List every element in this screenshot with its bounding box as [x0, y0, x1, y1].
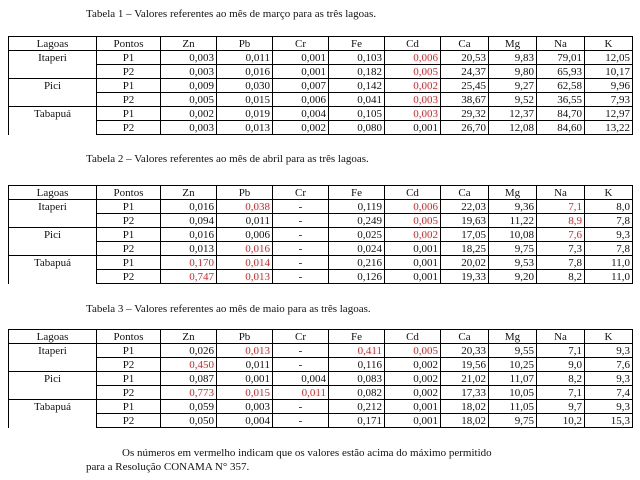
value-cell: 0,080	[329, 121, 385, 135]
value-cell: 0,212	[329, 400, 385, 414]
value-cell: 0,094	[161, 214, 217, 228]
value-cell: 0,450	[161, 358, 217, 372]
value-cell: 0,015	[217, 386, 273, 400]
value-cell: 0,005	[161, 93, 217, 107]
ponto-cell: P1	[97, 372, 161, 386]
ponto-cell: P1	[97, 51, 161, 65]
value-cell: 11,07	[489, 372, 537, 386]
column-header: Mg	[489, 186, 537, 200]
header-row	[9, 186, 633, 200]
value-cell: 0,059	[161, 400, 217, 414]
column-header: Cr	[273, 37, 329, 51]
value-cell: 0,001	[273, 51, 329, 65]
table-2-caption: Tabela 2 – Valores referentes ao mês de abril para as três lagoas.	[86, 153, 369, 165]
column-header: K	[585, 186, 633, 200]
value-cell: 0,009	[161, 79, 217, 93]
table-row	[9, 200, 633, 214]
ponto-cell: P1	[97, 344, 161, 358]
ponto-cell: P2	[97, 386, 161, 400]
value-cell: 0,006	[217, 228, 273, 242]
table-2	[8, 185, 633, 284]
lagoa-cell	[9, 214, 97, 228]
value-cell: 9,27	[489, 79, 537, 93]
column-header: Fe	[329, 37, 385, 51]
column-header: Ca	[441, 186, 489, 200]
table-row	[9, 121, 633, 135]
value-cell: 0,170	[161, 256, 217, 270]
value-cell: 0,014	[217, 256, 273, 270]
value-cell: 11,05	[489, 400, 537, 414]
value-cell: -	[273, 228, 329, 242]
value-cell: 0,006	[385, 200, 441, 214]
column-header: Pontos	[97, 186, 161, 200]
value-cell: 0,002	[385, 79, 441, 93]
value-cell: 0,016	[217, 242, 273, 256]
value-cell: 0,038	[217, 200, 273, 214]
table-row	[9, 386, 633, 400]
value-cell: 0,011	[217, 358, 273, 372]
ponto-cell: P2	[97, 214, 161, 228]
table-row	[9, 400, 633, 414]
value-cell: 0,050	[161, 414, 217, 428]
lagoa-cell: Tabapuá	[9, 400, 97, 414]
lagoa-cell: Itaperi	[9, 51, 97, 65]
value-cell: 0,019	[217, 107, 273, 121]
value-cell: 9,3	[585, 372, 633, 386]
column-header: Zn	[161, 186, 217, 200]
value-cell: 0,003	[161, 51, 217, 65]
value-cell: 0,001	[385, 121, 441, 135]
lagoa-cell: Pici	[9, 79, 97, 93]
ponto-cell: P1	[97, 107, 161, 121]
value-cell: 0,216	[329, 256, 385, 270]
value-cell: 8,2	[537, 372, 585, 386]
column-header: Cd	[385, 186, 441, 200]
lagoa-cell	[9, 242, 97, 256]
value-cell: 0,024	[329, 242, 385, 256]
value-cell: 9,55	[489, 344, 537, 358]
table-row	[9, 358, 633, 372]
value-cell: 84,70	[537, 107, 585, 121]
value-cell: 0,013	[217, 344, 273, 358]
value-cell: 13,22	[585, 121, 633, 135]
value-cell: 0,025	[329, 228, 385, 242]
column-header: Na	[537, 186, 585, 200]
ponto-cell: P2	[97, 358, 161, 372]
value-cell: 0,119	[329, 200, 385, 214]
table-row	[9, 65, 633, 79]
value-cell: -	[273, 344, 329, 358]
value-cell: 18,25	[441, 242, 489, 256]
value-cell: 0,013	[217, 270, 273, 284]
value-cell: 0,013	[217, 121, 273, 135]
value-cell: 0,002	[385, 386, 441, 400]
value-cell: 0,003	[385, 93, 441, 107]
value-cell: -	[273, 242, 329, 256]
value-cell: 0,013	[161, 242, 217, 256]
value-cell: 0,011	[217, 51, 273, 65]
value-cell: 0,171	[329, 414, 385, 428]
column-header: Ca	[441, 330, 489, 344]
value-cell: 0,082	[329, 386, 385, 400]
value-cell: 7,8	[537, 256, 585, 270]
value-cell: 10,05	[489, 386, 537, 400]
value-cell: 0,005	[385, 214, 441, 228]
value-cell: 10,17	[585, 65, 633, 79]
lagoa-cell: Itaperi	[9, 200, 97, 214]
column-header: Cr	[273, 330, 329, 344]
table-row	[9, 51, 633, 65]
value-cell: 0,002	[385, 372, 441, 386]
value-cell: 9,75	[489, 242, 537, 256]
ponto-cell: P2	[97, 270, 161, 284]
value-cell: 20,02	[441, 256, 489, 270]
value-cell: -	[273, 214, 329, 228]
value-cell: 0,001	[273, 65, 329, 79]
value-cell: 0,411	[329, 344, 385, 358]
lagoa-cell	[9, 386, 97, 400]
value-cell: 0,773	[161, 386, 217, 400]
value-cell: 0,002	[273, 121, 329, 135]
value-cell: -	[273, 270, 329, 284]
value-cell: 38,67	[441, 93, 489, 107]
table-row	[9, 214, 633, 228]
lagoa-cell	[9, 358, 97, 372]
ponto-cell: P1	[97, 79, 161, 93]
value-cell: 24,37	[441, 65, 489, 79]
lagoa-cell	[9, 93, 97, 107]
table-row	[9, 270, 633, 284]
column-header: Pb	[217, 186, 273, 200]
value-cell: 79,01	[537, 51, 585, 65]
header-row	[9, 330, 633, 344]
value-cell: 25,45	[441, 79, 489, 93]
value-cell: 22,03	[441, 200, 489, 214]
value-cell: 0,011	[273, 386, 329, 400]
value-cell: 10,2	[537, 414, 585, 428]
ponto-cell: P1	[97, 400, 161, 414]
value-cell: 29,32	[441, 107, 489, 121]
value-cell: 0,116	[329, 358, 385, 372]
value-cell: 0,001	[385, 256, 441, 270]
column-header: Mg	[489, 330, 537, 344]
value-cell: 0,007	[273, 79, 329, 93]
column-header: Mg	[489, 37, 537, 51]
table-row	[9, 372, 633, 386]
column-header: Ca	[441, 37, 489, 51]
value-cell: 11,0	[585, 270, 633, 284]
value-cell: 9,36	[489, 200, 537, 214]
value-cell: -	[273, 414, 329, 428]
ponto-cell: P1	[97, 228, 161, 242]
table-1-caption: Tabela 1 – Valores referentes ao mês de março para as três lagoas.	[86, 8, 377, 20]
value-cell: 15,3	[585, 414, 633, 428]
value-cell: 10,25	[489, 358, 537, 372]
value-cell: 0,182	[329, 65, 385, 79]
value-cell: 0,001	[385, 400, 441, 414]
lagoa-cell: Tabapuá	[9, 256, 97, 270]
value-cell: 9,3	[585, 400, 633, 414]
column-header: Zn	[161, 37, 217, 51]
footnote	[86, 446, 492, 474]
value-cell: 7,6	[585, 358, 633, 372]
value-cell: 21,02	[441, 372, 489, 386]
value-cell: 18,02	[441, 414, 489, 428]
value-cell: 62,58	[537, 79, 585, 93]
column-header: Cd	[385, 37, 441, 51]
value-cell: 9,53	[489, 256, 537, 270]
lagoa-cell	[9, 414, 97, 428]
value-cell: 10,08	[489, 228, 537, 242]
value-cell: 9,20	[489, 270, 537, 284]
lagoa-cell: Itaperi	[9, 344, 97, 358]
value-cell: 0,003	[161, 65, 217, 79]
table-3-caption: Tabela 3 – Valores referentes ao mês de maio para as três lagoas.	[86, 303, 371, 315]
value-cell: 0,005	[385, 65, 441, 79]
table-3	[8, 329, 633, 428]
value-cell: 0,004	[273, 372, 329, 386]
value-cell: 7,93	[585, 93, 633, 107]
header-row	[9, 37, 633, 51]
value-cell: 7,1	[537, 344, 585, 358]
value-cell: 0,015	[217, 93, 273, 107]
value-cell: 0,004	[273, 107, 329, 121]
value-cell: 7,8	[585, 214, 633, 228]
value-cell: 9,96	[585, 79, 633, 93]
value-cell: 0,030	[217, 79, 273, 93]
column-header: Pontos	[97, 330, 161, 344]
value-cell: 0,105	[329, 107, 385, 121]
value-cell: 0,249	[329, 214, 385, 228]
column-header: Cd	[385, 330, 441, 344]
value-cell: 19,63	[441, 214, 489, 228]
value-cell: 0,016	[161, 200, 217, 214]
value-cell: 0,041	[329, 93, 385, 107]
value-cell: 0,002	[161, 107, 217, 121]
value-cell: 0,026	[161, 344, 217, 358]
value-cell: 11,22	[489, 214, 537, 228]
value-cell: 9,7	[537, 400, 585, 414]
value-cell: 26,70	[441, 121, 489, 135]
value-cell: 0,142	[329, 79, 385, 93]
ponto-cell: P2	[97, 242, 161, 256]
value-cell: 0,006	[273, 93, 329, 107]
table-row	[9, 228, 633, 242]
value-cell: 8,0	[585, 200, 633, 214]
column-header: Cr	[273, 186, 329, 200]
value-cell: 0,002	[385, 228, 441, 242]
value-cell: -	[273, 200, 329, 214]
ponto-cell: P2	[97, 65, 161, 79]
lagoa-cell: Pici	[9, 372, 97, 386]
value-cell: 0,003	[161, 121, 217, 135]
value-cell: 0,126	[329, 270, 385, 284]
value-cell: 17,33	[441, 386, 489, 400]
value-cell: 0,003	[385, 107, 441, 121]
table-1	[8, 36, 633, 135]
value-cell: -	[273, 400, 329, 414]
value-cell: 0,747	[161, 270, 217, 284]
column-header: Pb	[217, 37, 273, 51]
column-header: K	[585, 330, 633, 344]
value-cell: 9,0	[537, 358, 585, 372]
value-cell: 11,0	[585, 256, 633, 270]
value-cell: 12,37	[489, 107, 537, 121]
value-cell: 18,02	[441, 400, 489, 414]
value-cell: 7,1	[537, 200, 585, 214]
value-cell: 7,8	[585, 242, 633, 256]
value-cell: 9,75	[489, 414, 537, 428]
table-row	[9, 414, 633, 428]
column-header: Lagoas	[9, 186, 97, 200]
lagoa-cell	[9, 121, 97, 135]
table-row	[9, 79, 633, 93]
value-cell: 0,103	[329, 51, 385, 65]
value-cell: 7,4	[585, 386, 633, 400]
table-row	[9, 93, 633, 107]
value-cell: 12,97	[585, 107, 633, 121]
value-cell: 0,004	[217, 414, 273, 428]
value-cell: 0,001	[385, 270, 441, 284]
value-cell: 0,001	[385, 414, 441, 428]
value-cell: 0,001	[385, 242, 441, 256]
value-cell: 84,60	[537, 121, 585, 135]
column-header: Pb	[217, 330, 273, 344]
ponto-cell: P2	[97, 121, 161, 135]
table-row	[9, 344, 633, 358]
value-cell: 0,002	[385, 358, 441, 372]
ponto-cell: P1	[97, 256, 161, 270]
value-cell: 9,3	[585, 344, 633, 358]
value-cell: 7,3	[537, 242, 585, 256]
value-cell: 0,011	[217, 214, 273, 228]
lagoa-cell: Pici	[9, 228, 97, 242]
value-cell: -	[273, 256, 329, 270]
table-row	[9, 242, 633, 256]
value-cell: 7,6	[537, 228, 585, 242]
column-header: Na	[537, 330, 585, 344]
lagoa-cell	[9, 65, 97, 79]
column-header: Lagoas	[9, 37, 97, 51]
value-cell: 19,33	[441, 270, 489, 284]
value-cell: 0,003	[217, 400, 273, 414]
value-cell: 20,33	[441, 344, 489, 358]
value-cell: 0,016	[161, 228, 217, 242]
value-cell: 0,001	[217, 372, 273, 386]
value-cell: 9,52	[489, 93, 537, 107]
footnote-line-1: Os números em vermelho indicam que os valores estão acima do máximo permitido	[122, 447, 492, 459]
ponto-cell: P2	[97, 93, 161, 107]
column-header: Zn	[161, 330, 217, 344]
value-cell: 7,1	[537, 386, 585, 400]
value-cell: 0,083	[329, 372, 385, 386]
value-cell: 12,05	[585, 51, 633, 65]
value-cell: 9,83	[489, 51, 537, 65]
column-header: K	[585, 37, 633, 51]
value-cell: 0,016	[217, 65, 273, 79]
column-header: Lagoas	[9, 330, 97, 344]
value-cell: 65,93	[537, 65, 585, 79]
column-header: Fe	[329, 330, 385, 344]
footnote-line-2: para a Resolução CONAMA N° 357.	[86, 461, 250, 473]
value-cell: 8,2	[537, 270, 585, 284]
value-cell: 36,55	[537, 93, 585, 107]
value-cell: -	[273, 358, 329, 372]
ponto-cell: P1	[97, 200, 161, 214]
ponto-cell: P2	[97, 414, 161, 428]
value-cell: 9,80	[489, 65, 537, 79]
lagoa-cell	[9, 270, 97, 284]
value-cell: 19,56	[441, 358, 489, 372]
value-cell: 0,005	[385, 344, 441, 358]
table-row	[9, 256, 633, 270]
value-cell: 9,3	[585, 228, 633, 242]
column-header: Pontos	[97, 37, 161, 51]
value-cell: 8,9	[537, 214, 585, 228]
lagoa-cell: Tabapuá	[9, 107, 97, 121]
value-cell: 0,006	[385, 51, 441, 65]
value-cell: 12,08	[489, 121, 537, 135]
column-header: Na	[537, 37, 585, 51]
value-cell: 17,05	[441, 228, 489, 242]
column-header: Fe	[329, 186, 385, 200]
value-cell: 0,087	[161, 372, 217, 386]
value-cell: 20,53	[441, 51, 489, 65]
table-row	[9, 107, 633, 121]
